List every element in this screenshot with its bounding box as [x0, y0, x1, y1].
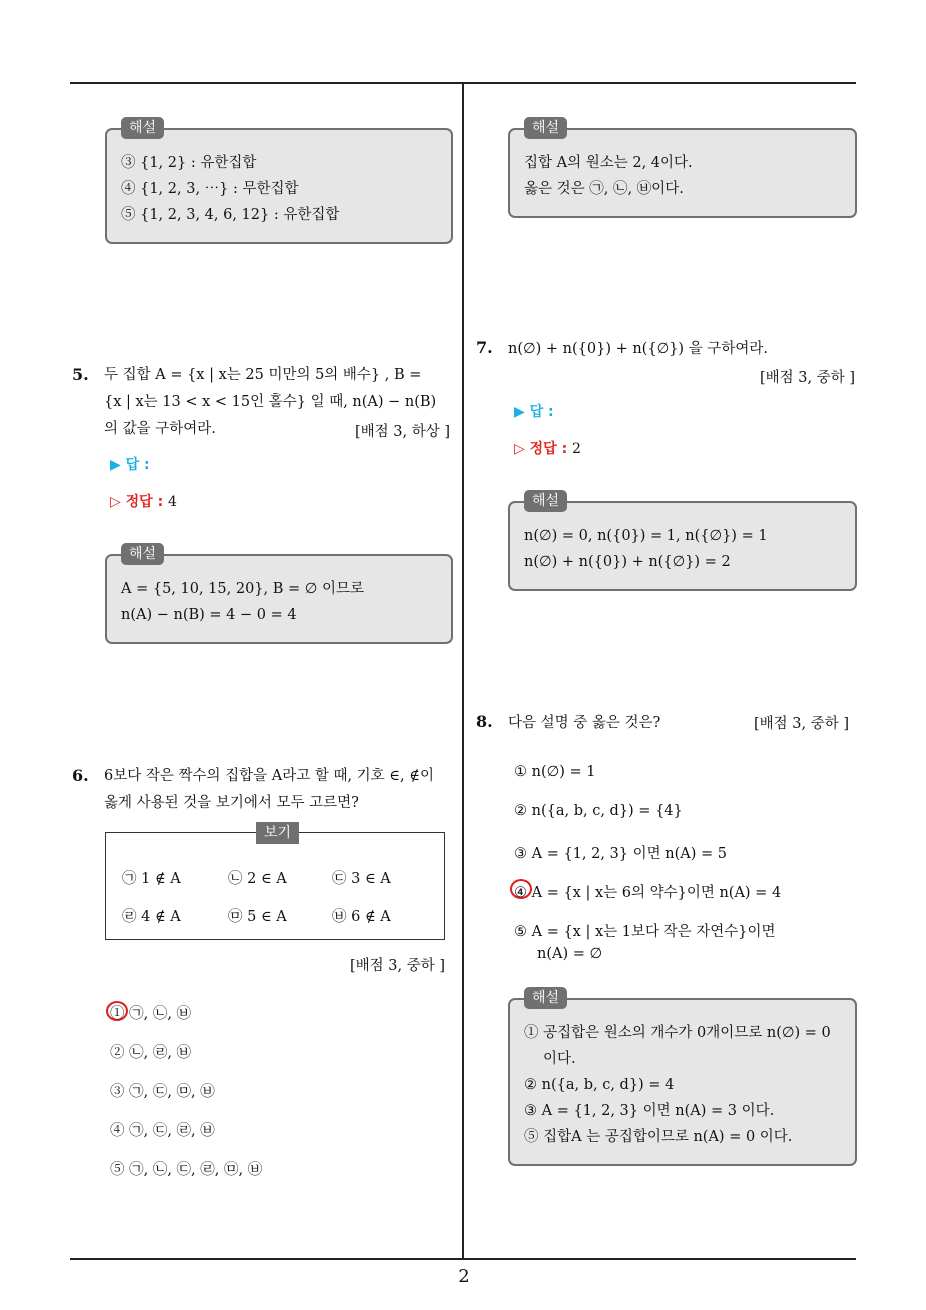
correct-label: ▷ 정답 :: [514, 441, 568, 457]
q6-option-3[interactable]: ③ ㉠, ㉢, ㉤, ㉥: [110, 1084, 215, 1100]
q6-number: 6.: [72, 766, 89, 785]
q6-line: 6보다 작은 짝수의 집합을 A라고 할 때, 기호 ∈, ∉이: [104, 768, 434, 784]
solution-line: ⑤ {1, 2, 3, 4, 6, 12} : 유한집합: [121, 207, 340, 223]
bogi-item: ㉡ 2 ∈ A: [228, 871, 287, 887]
bogi-item: ㉥ 6 ∉ A: [332, 909, 391, 925]
q8-option-1[interactable]: ① n(∅) = 1: [514, 764, 596, 780]
q7-correct-answer: [514, 438, 581, 458]
bogi-item: ㉢ 3 ∈ A: [332, 871, 391, 887]
left-top-solution-box: [105, 120, 453, 244]
q7-meta: [배점 3, 중하 ]: [760, 370, 856, 386]
solution-tag: 해설: [524, 490, 567, 512]
correct-value: 4: [168, 494, 177, 510]
solution-line: 이다.: [543, 1051, 576, 1067]
q7-text: n(∅) + n({0}) + n({∅}) 을 구하여라.: [508, 341, 768, 357]
q6-line: 옳게 사용된 것을 보기에서 모두 고르면?: [104, 795, 359, 811]
page-number: 2: [458, 1266, 470, 1287]
solution-line: ④ {1, 2, 3, ⋯} : 무한집합: [121, 181, 299, 197]
q8-option-5-continued: n(A) = ∅: [537, 946, 603, 962]
q5-answer-label: ▶ 답 :: [110, 457, 150, 473]
q8-meta: [배점 3, 중하 ]: [754, 716, 850, 732]
bogi-box: [105, 825, 445, 940]
solution-line: n(∅) = 0, n({0}) = 1, n({∅}) = 1: [524, 528, 768, 544]
solution-tag: 해설: [121, 543, 164, 565]
column-divider: [462, 82, 464, 1258]
correct-value: 2: [572, 441, 581, 457]
solution-line: A = {5, 10, 15, 20}, B = ∅ 이므로: [121, 581, 365, 597]
q6-option-2[interactable]: ② ㉡, ㉣, ㉥: [110, 1045, 192, 1061]
solution-line: ③ {1, 2} : 유한집합: [121, 155, 257, 171]
q6-option-4[interactable]: ④ ㉠, ㉢, ㉣, ㉥: [110, 1123, 215, 1139]
q6-option-1[interactable]: ① ㉠, ㉡, ㉥: [110, 1006, 192, 1022]
q7-answer-label: ▶ 답 :: [514, 404, 554, 420]
solution-line: ② n({a, b, c, d}) = 4: [524, 1077, 675, 1093]
q8-text: 다음 설명 중 옳은 것은?: [508, 715, 661, 731]
solution-line: ① 공집합은 원소의 개수가 0개이므로 n(∅) = 0: [524, 1025, 831, 1041]
solution-tag: 해설: [524, 987, 567, 1009]
q5-number: 5.: [72, 365, 89, 384]
q8-option-3[interactable]: ③ A = {1, 2, 3} 이면 n(A) = 5: [514, 846, 727, 862]
bogi-item: ㉤ 5 ∈ A: [228, 909, 287, 925]
solution-line: ⑤ 집합A 는 공집합이므로 n(A) = 0 이다.: [524, 1129, 793, 1145]
bogi-item: ㉣ 4 ∉ A: [122, 909, 181, 925]
solution-line: 집합 A의 원소는 2, 4이다.: [524, 155, 693, 171]
q5-correct-answer: [110, 491, 177, 511]
solution-line: ③ A = {1, 2, 3} 이면 n(A) = 3 이다.: [524, 1103, 775, 1119]
q5-meta: [배점 3, 하상 ]: [355, 424, 451, 440]
q5-solution-box: [105, 546, 453, 644]
q6-option-5[interactable]: ⑤ ㉠, ㉡, ㉢, ㉣, ㉤, ㉥: [110, 1162, 263, 1178]
q5-line: {x | x는 13 < x < 15인 홀수} 일 때, n(A) − n(B): [104, 394, 437, 410]
bogi-item: ㉠ 1 ∉ A: [122, 871, 181, 887]
solution-tag: 해설: [121, 117, 164, 139]
q8-number: 8.: [476, 712, 493, 731]
q8-solution-box: [508, 990, 857, 1166]
q5-line: 의 값을 구하여라.: [104, 421, 216, 437]
bottom-rule: [70, 1258, 856, 1260]
solution-line: 옳은 것은 ㉠, ㉡, ㉥이다.: [524, 181, 684, 197]
solution-tag: 해설: [524, 117, 567, 139]
q5-line: 두 집합 A = {x | x는 25 미만의 5의 배수} , B =: [104, 367, 422, 383]
q7-number: 7.: [476, 338, 493, 357]
q6-meta: [배점 3, 중하 ]: [350, 958, 446, 974]
q8-option-2[interactable]: ② n({a, b, c, d}) = {4}: [514, 803, 683, 819]
bogi-title: 보기: [256, 822, 299, 844]
solution-line: n(∅) + n({0}) + n({∅}) = 2: [524, 554, 731, 570]
q7-solution-box: [508, 493, 857, 591]
q8-option-4[interactable]: ④ A = {x | x는 6의 약수}이면 n(A) = 4: [514, 885, 782, 901]
q8-option-5[interactable]: ⑤ A = {x | x는 1보다 작은 자연수}이면: [514, 924, 776, 940]
right-top-solution-box: [508, 120, 857, 218]
correct-label: ▷ 정답 :: [110, 494, 164, 510]
q6-text: [104, 763, 456, 817]
solution-line: n(A) − n(B) = 4 − 0 = 4: [121, 607, 297, 623]
